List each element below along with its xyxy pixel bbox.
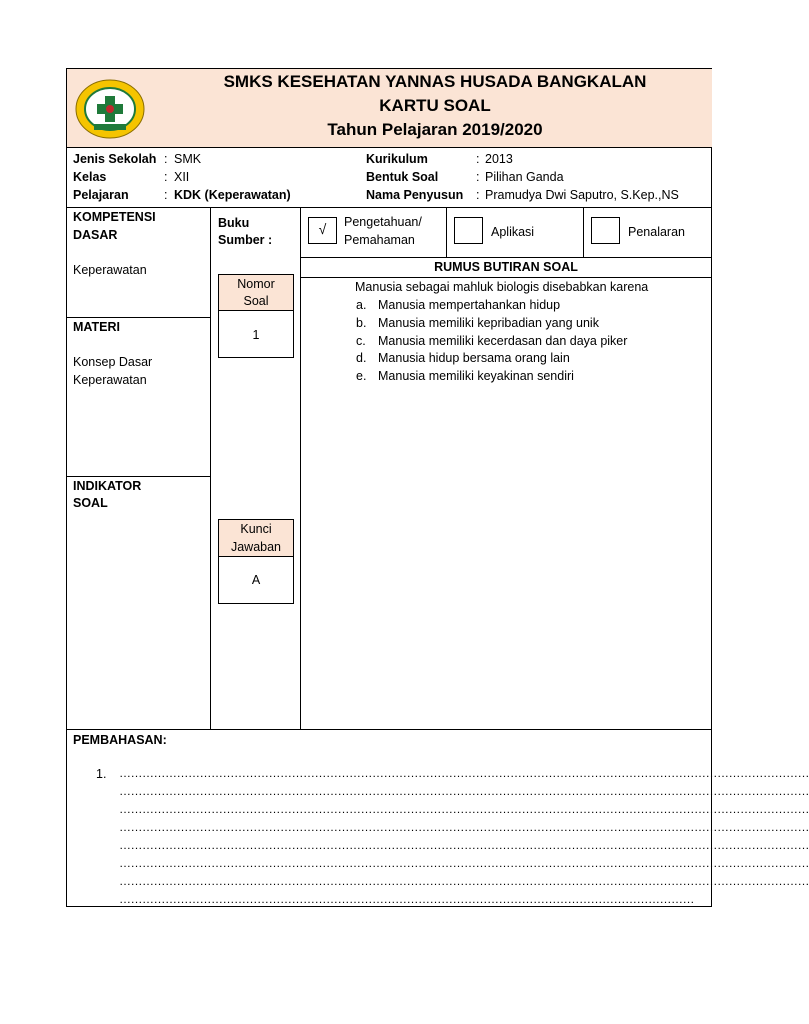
divider (67, 207, 712, 208)
option-letter: c. (356, 334, 366, 348)
kompetensi-label: KOMPETENSI (73, 210, 156, 224)
option-text: Manusia memiliki keyakinan sendiri (378, 369, 574, 383)
divider (67, 317, 210, 318)
penalaran-label: Penalaran (628, 225, 685, 239)
jenis-sekolah-value: SMK (174, 152, 202, 166)
divider (300, 257, 712, 258)
nomor-soal-label: Soal (243, 294, 269, 308)
answer-line: ……………………………………………………………………………………………………………………………………………………………… (119, 874, 809, 888)
school-logo (74, 78, 146, 140)
colon: : (476, 152, 480, 166)
kompetensi-label: DASAR (73, 228, 118, 242)
academic-year: Tahun Pelajaran 2019/2020 (327, 120, 543, 139)
colon: : (164, 188, 168, 202)
pengetahuan-label: Pemahaman (344, 233, 415, 247)
divider (210, 207, 211, 729)
materi-label: MATERI (73, 320, 120, 334)
option-text: Manusia mempertahankan hidup (378, 298, 561, 312)
penyusun-value: Pramudya Dwi Saputro, S.Kep.,NS (485, 188, 679, 202)
pelajaran-label: Pelajaran (73, 188, 129, 202)
answer-line: ……………………………………………………………………………………………………………………………………………………………… (119, 766, 809, 780)
penyusun-label: Nama Penyusun (366, 188, 464, 202)
kurikulum-value: 2013 (485, 152, 513, 166)
answer-line: ……………………………………………………………………………………………………………………………………………………………… (119, 784, 809, 798)
answer-line: ……………………………………………………………………………………………………………………………………………………………… (119, 820, 809, 834)
option-letter: d. (356, 351, 367, 365)
materi-value: Keperawatan (73, 373, 147, 387)
colon: : (164, 170, 168, 184)
answer-line: ……………………………………………………………………………………………………………………………………………………………… (119, 856, 809, 870)
option-letter: b. (356, 316, 367, 330)
kurikulum-label: Kurikulum (366, 152, 428, 166)
colon: : (476, 188, 480, 202)
divider (67, 476, 210, 477)
pembahasan-label: PEMBAHASAN: (73, 733, 167, 747)
option-text: Manusia memiliki kecerdasan dan daya piker (378, 334, 628, 348)
question-stem: Manusia sebagai mahluk biologis disebabkan karena (355, 280, 649, 294)
option-letter: e. (356, 369, 367, 383)
colon: : (476, 170, 480, 184)
jenis-sekolah-label: Jenis Sekolah (73, 152, 157, 166)
answer-line: ……………………………………………………………………………………………………………………………………………………………… (119, 802, 809, 816)
penalaran-checkbox[interactable] (591, 217, 620, 244)
pembahasan-number: 1. (96, 767, 107, 781)
kelas-label: Kelas (73, 170, 107, 184)
divider (300, 277, 712, 278)
kelas-value: XII (174, 170, 190, 184)
buku-sumber-label: Buku (218, 216, 250, 230)
divider (300, 207, 301, 729)
document-title: KARTU SOAL (379, 96, 491, 115)
pengetahuan-label: Pengetahuan/ (344, 215, 422, 229)
answer-line: ……………………………………………………………………………………………………………………………………………………………… (119, 838, 809, 852)
aplikasi-checkbox[interactable] (454, 217, 483, 244)
aplikasi-label: Aplikasi (491, 225, 535, 239)
kunci-jawaban-label: Jawaban (230, 540, 282, 554)
kunci-jawaban-label: Kunci (240, 522, 272, 536)
buku-sumber-label: Sumber : (218, 233, 273, 247)
divider (583, 207, 584, 257)
pelajaran-value: KDK (Keperawatan) (174, 188, 291, 202)
answer-line-last: …………………………………………………………………………………………………………………………………… (119, 892, 694, 906)
bentuk-soal-value: Pilihan Ganda (485, 170, 564, 184)
bentuk-soal-label: Bentuk Soal (366, 170, 439, 184)
option-text: Manusia memiliki kepribadian yang unik (378, 316, 599, 330)
school-name: SMKS KESEHATAN YANNAS HUSADA BANGKALAN (223, 72, 647, 91)
check-mark-icon: √ (318, 221, 327, 237)
colon: : (164, 152, 168, 166)
divider (446, 207, 447, 257)
kompetensi-value: Keperawatan (73, 263, 147, 277)
indikator-label: SOAL (73, 496, 108, 510)
nomor-soal-label: Nomor (237, 277, 275, 291)
option-letter: a. (356, 298, 367, 312)
rumus-heading: RUMUS BUTIRAN SOAL (434, 260, 578, 274)
materi-value: Konsep Dasar (73, 355, 153, 369)
nomor-soal-value: 1 (252, 328, 260, 342)
kunci-jawaban-value: A (251, 573, 261, 587)
indikator-label: INDIKATOR (73, 479, 142, 493)
option-text: Manusia hidup bersama orang lain (378, 351, 570, 365)
divider (67, 729, 712, 730)
